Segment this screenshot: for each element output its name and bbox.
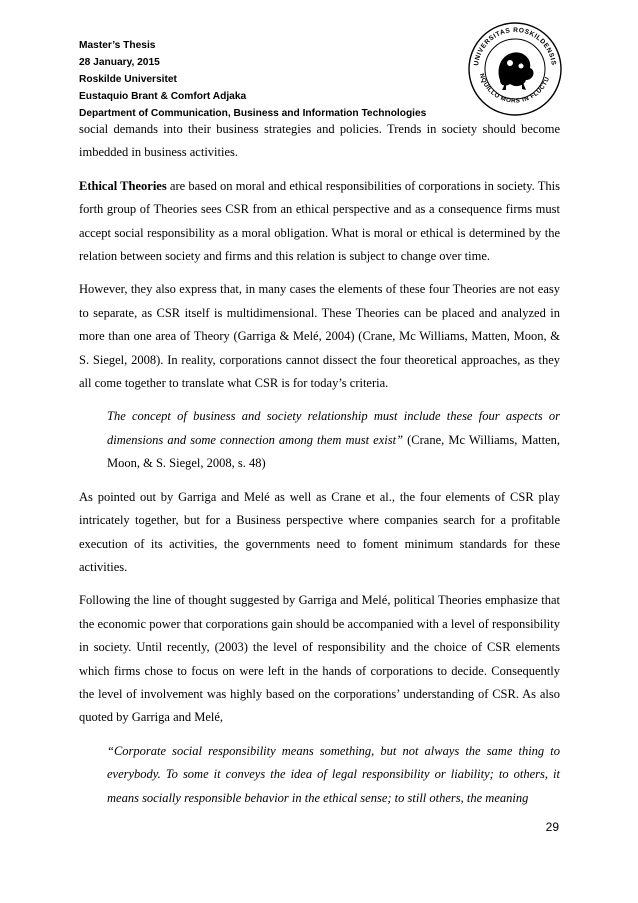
paragraph-theories-overlap: However, they also express that, in many cases the elements of these four Theories are not easy to separate, as CSR itself is multidimensional. These Theories can be placed and analyzed in more than one area of Theory (Garriga & Melé, 2004) (Crane, Mc Williams, Matten, Moon, & S. Siegel, 2008). In reality, corporations cannot dissect the four theoretical approaches, as they all come together to translate what CSR is for today’s criteria. [79, 282, 560, 391]
header-university: Roskilde Universitet [79, 74, 177, 85]
paragraph-garriga-crane: As pointed out by Garriga and Melé as well as Crane et al., the four elements of CSR play intricately together, but for a Business perspective where companies search for a profitable execution of its activities, the governments need to foment minimum standards for these activities. [79, 489, 560, 574]
quote-crane-citation: (Crane, Mc Williams, Matten, Moon, & S. Siegel, 2008, s. 48) [107, 432, 561, 471]
block-quote-crane [107, 405, 560, 475]
paragraph-political-theories: Following the line of thought suggested by Garriga and Melé, political Theories emphasize that the economic power that corporations gain should be accompanied with a level of responsibility in society. Until recently, (2003) the level of responsibility and the choice of CSR elements which firms chose to focus on were left in the hands of corporations to decide. Consequently the level of involvement was highly based on the corporations’ understanding of CSR. As also quoted by Garriga and Melé, [79, 593, 560, 725]
seal-text-top: UNIVERSITAS ROSKILDENSIS [473, 26, 557, 67]
ethical-theories-heading: Ethical Theories [79, 178, 167, 193]
page-number: 29 [545, 820, 559, 834]
header-authors: Eustaquio Brant & Comfort Adjaka [79, 91, 247, 102]
university-seal-icon [466, 20, 564, 118]
document-body [79, 118, 560, 820]
header-thesis-label: Master’s Thesis [79, 40, 156, 51]
ethical-theories-text: are based on moral and ethical responsibilities of corporations in society. This forth group of Theories sees CSR from an ethical perspective and as a consequence firms must accept social responsibility as a moral obligation. What is moral or ethical is determined by the relation between society and firms and this relation is subject to change over time. [79, 178, 560, 264]
header-date: 28 January, 2015 [79, 57, 160, 68]
block-quote-csr-meaning: “Corporate social responsibility means something, but not always the same thing to everybody. To some it conveys the idea of legal responsibility or liability; to others, it means socially responsible behavior in the ethical sense; to still others, the meaning [107, 743, 560, 805]
document-header [79, 37, 426, 122]
paragraph-ethical-theories [79, 175, 560, 269]
paragraph-social-demands: social demands into their business strategies and policies. Trends in society should become imbedded in business activities. [79, 122, 560, 160]
seal-text-bottom: NQUILLO MORS IN FLUCTU [477, 72, 552, 105]
header-department: Department of Communication, Business and Information Technologies [79, 108, 427, 119]
quote-crane-text: The concept of business and society relationship must include these four aspects or dimensions and some connection among them must exist” [107, 409, 560, 447]
